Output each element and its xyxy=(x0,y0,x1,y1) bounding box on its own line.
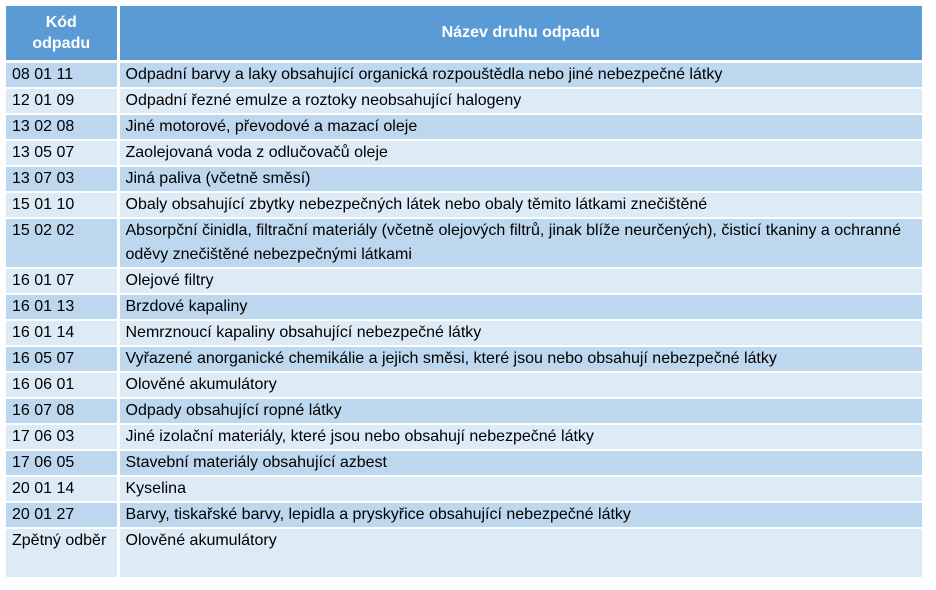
waste-code-cell: 17 06 05 xyxy=(6,450,118,476)
table-row xyxy=(6,476,922,502)
waste-name-cell: Odpadní barvy a laky obsahující organická rozpouštědla nebo jiné nebezpečné látky xyxy=(118,62,922,89)
waste-name-cell: Jiné izolační materiály, které jsou nebo obsahují nebezpečné látky xyxy=(118,424,922,450)
waste-code-cell: 16 01 14 xyxy=(6,320,118,346)
table-row xyxy=(6,192,922,218)
waste-code-cell: 12 01 09 xyxy=(6,88,118,114)
table-row xyxy=(6,502,922,528)
table-row xyxy=(6,450,922,476)
waste-code-cell: 17 06 03 xyxy=(6,424,118,450)
waste-name-cell: Vyřazené anorganické chemikálie a jejich směsi, které jsou nebo obsahují nebezpečné látky xyxy=(118,346,922,372)
table-row xyxy=(6,62,922,89)
waste-code-cell: 13 02 08 xyxy=(6,114,118,140)
waste-code-cell: 15 01 10 xyxy=(6,192,118,218)
waste-name-cell: Kyselina xyxy=(118,476,922,502)
waste-name-cell: Obaly obsahující zbytky nebezpečných látek nebo obaly těmito látkami znečištěné xyxy=(118,192,922,218)
code-header-line2: odpadu xyxy=(32,35,91,52)
waste-name-cell: Jiná paliva (včetně směsí) xyxy=(118,166,922,192)
table-row xyxy=(6,372,922,398)
name-column-header: Název druhu odpadu xyxy=(118,6,922,62)
waste-code-cell: 16 05 07 xyxy=(6,346,118,372)
waste-name-cell: Jiné motorové, převodové a mazací oleje xyxy=(118,114,922,140)
table-row xyxy=(6,166,922,192)
waste-code-cell: 15 02 02 xyxy=(6,218,118,268)
table-row xyxy=(6,398,922,424)
table-row xyxy=(6,346,922,372)
waste-name-cell: Absorpční činidla, filtrační materiály (včetně olejových filtrů, jinak blíže neurčených), čisticí tkaniny a ochranné oděvy znečištěné nebezpečnými látkami xyxy=(118,218,922,268)
waste-code-cell: Zpětný odběr xyxy=(6,528,118,578)
table-row xyxy=(6,320,922,346)
waste-name-cell: Zaolejovaná voda z odlučovačů oleje xyxy=(118,140,922,166)
waste-code-cell: 16 01 07 xyxy=(6,268,118,294)
waste-code-cell: 20 01 27 xyxy=(6,502,118,528)
code-header-line1: Kód xyxy=(45,14,77,31)
table-row xyxy=(6,140,922,166)
table-body xyxy=(6,62,922,579)
waste-code-cell: 20 01 14 xyxy=(6,476,118,502)
table-header-row xyxy=(6,6,922,62)
waste-code-cell: 16 06 01 xyxy=(6,372,118,398)
waste-name-cell: Olověné akumulátory xyxy=(118,528,922,578)
waste-code-cell: 08 01 11 xyxy=(6,62,118,89)
table-row xyxy=(6,114,922,140)
waste-table xyxy=(6,6,922,579)
waste-name-cell: Olověné akumulátory xyxy=(118,372,922,398)
waste-name-cell: Odpadní řezné emulze a roztoky neobsahující halogeny xyxy=(118,88,922,114)
waste-name-cell: Brzdové kapaliny xyxy=(118,294,922,320)
waste-name-cell: Olejové filtry xyxy=(118,268,922,294)
waste-code-cell: 16 07 08 xyxy=(6,398,118,424)
waste-name-cell: Odpady obsahující ropné látky xyxy=(118,398,922,424)
waste-code-cell: 13 05 07 xyxy=(6,140,118,166)
table-row xyxy=(6,528,922,578)
waste-code-cell: 16 01 13 xyxy=(6,294,118,320)
waste-code-cell: 13 07 03 xyxy=(6,166,118,192)
table-row xyxy=(6,218,922,268)
waste-name-cell: Nemrznoucí kapaliny obsahující nebezpečné látky xyxy=(118,320,922,346)
waste-name-cell: Barvy, tiskařské barvy, lepidla a pryskyřice obsahující nebezpečné látky xyxy=(118,502,922,528)
waste-table-container xyxy=(6,6,922,579)
waste-name-cell: Stavební materiály obsahující azbest xyxy=(118,450,922,476)
table-row xyxy=(6,268,922,294)
code-column-header xyxy=(6,6,118,62)
table-row xyxy=(6,294,922,320)
table-row xyxy=(6,88,922,114)
table-row xyxy=(6,424,922,450)
